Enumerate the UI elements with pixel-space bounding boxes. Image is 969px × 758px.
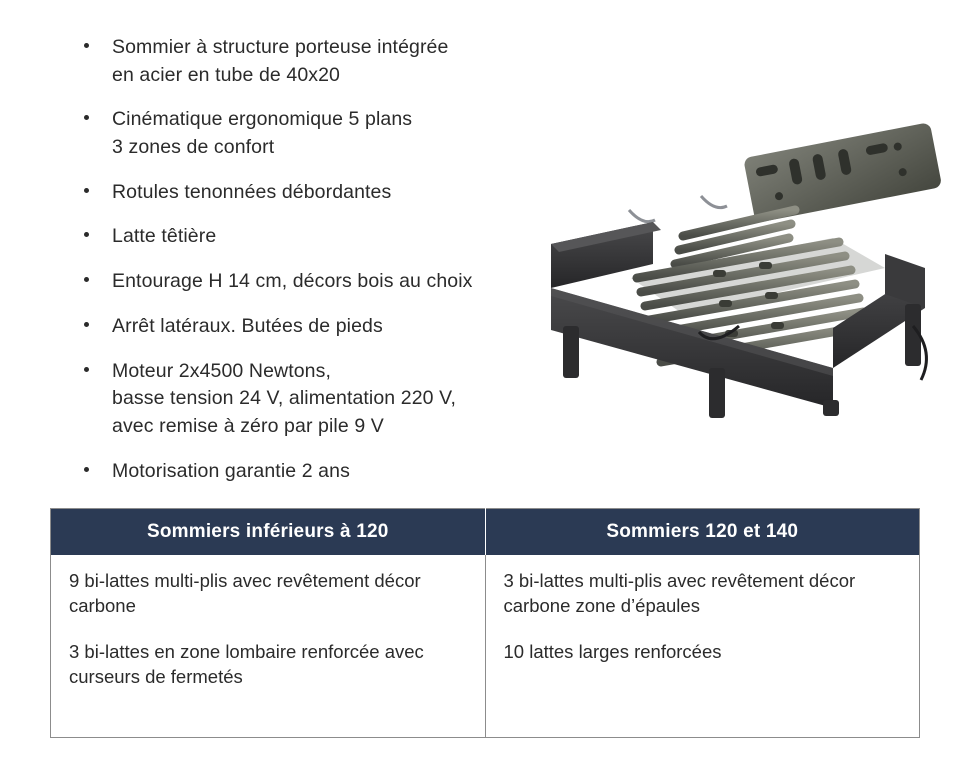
- table-cell-sommiers-120-140: [485, 555, 920, 738]
- feature-text-line: Motorisation garantie 2 ans: [112, 459, 350, 482]
- bullet-icon: [84, 188, 89, 193]
- table-cell-paragraph: 3 bi-lattes multi-plis avec revêtement décor carbone zone d’épaules: [503, 570, 856, 616]
- bullet-icon: [84, 467, 89, 472]
- feature-text-line: Latte têtière: [112, 225, 217, 248]
- feature-list: [72, 34, 572, 502]
- feature-text-line: avec remise à zéro par pile 9 V: [112, 414, 384, 437]
- feature-item: [72, 313, 572, 341]
- feature-text-line: en acier en tube de 40x20: [112, 63, 341, 86]
- feature-item: [72, 223, 572, 251]
- feature-text-line: Sommier à structure porteuse intégrée: [112, 36, 449, 58]
- table-cell-paragraph: 3 bi-lattes en zone lombaire renforcée avec curseurs de fermetés: [69, 641, 424, 687]
- feature-item: [72, 106, 572, 161]
- comparison-table: [50, 508, 920, 738]
- bullet-icon: [84, 232, 89, 237]
- table-cell-paragraph: 9 bi-lattes multi-plis avec revêtement décor carbone: [69, 570, 421, 616]
- table-cell-sommiers-inferieurs: [51, 555, 486, 738]
- feature-text-line: Arrêt latéraux. Butées de pieds: [112, 314, 383, 337]
- bullet-icon: [84, 277, 89, 282]
- feature-item: [72, 268, 572, 296]
- feature-text-line: 3 zones de confort: [112, 136, 275, 159]
- feature-text-line: Rotules tenonnées débordantes: [112, 180, 392, 203]
- feature-text-line: basse tension 24 V, alimentation 220 V,: [112, 387, 456, 410]
- feature-item: [72, 358, 572, 441]
- table-cell-paragraph: 10 lattes larges renforcées: [503, 641, 722, 663]
- bullet-icon: [84, 322, 89, 327]
- feature-item: [72, 34, 572, 89]
- table-header-cell-2: Sommiers 120 et 140: [485, 509, 920, 556]
- feature-item: [72, 179, 572, 207]
- bullet-icon: [84, 115, 89, 120]
- table-header-cell-1: Sommiers inférieurs à 120: [51, 509, 486, 556]
- feature-text-line: Entourage H 14 cm, décors bois au choix: [112, 270, 473, 293]
- feature-text-line: Cinématique ergonomique 5 plans: [112, 108, 413, 131]
- bullet-icon: [84, 43, 89, 48]
- table-row: [51, 555, 920, 738]
- bullet-icon: [84, 367, 89, 372]
- feature-item: [72, 458, 572, 486]
- feature-text-line: Moteur 2x4500 Newtons,: [112, 359, 331, 382]
- table-header-row: [51, 509, 920, 556]
- product-photo: [533, 118, 953, 418]
